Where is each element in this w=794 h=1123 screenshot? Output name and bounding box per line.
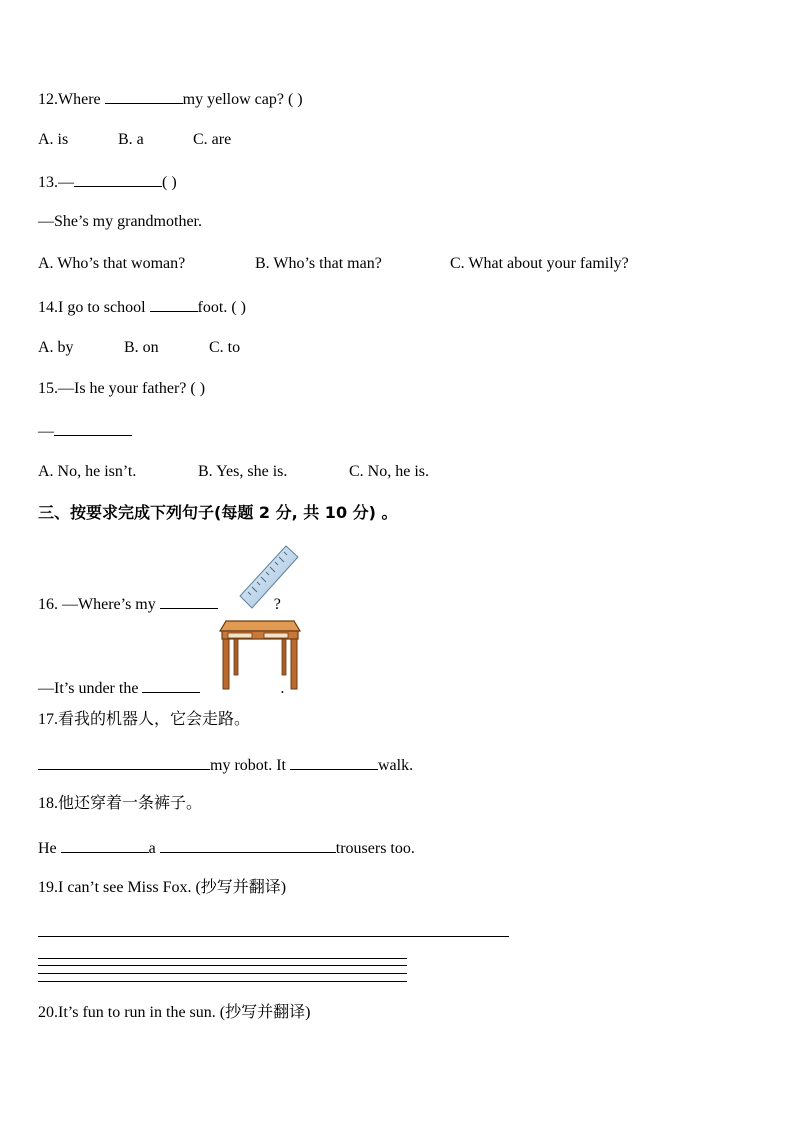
q16-answer-stem: —It’s under the: [38, 680, 143, 697]
q13-blank[interactable]: [74, 171, 162, 187]
question-14: [38, 296, 246, 318]
q15-reply: [38, 420, 132, 442]
section-heading: 三、按要求完成下列句子(每题 2 分, 共 10 分) 。: [38, 503, 398, 522]
translate-line-4[interactable]: [38, 981, 407, 982]
q15-blank[interactable]: [54, 420, 132, 436]
q15-reply-prefix: —: [38, 423, 54, 440]
q12-option-b[interactable]: B. a: [118, 131, 144, 148]
q16-blank-1[interactable]: [160, 593, 218, 609]
translate-line-2[interactable]: [38, 965, 407, 966]
q18-text-3: trousers too.: [335, 840, 415, 857]
q15-option-b[interactable]: B. Yes, she is.: [198, 463, 288, 480]
desk-icon: [218, 619, 302, 691]
q15-option-c[interactable]: C. No, he is.: [349, 463, 429, 480]
q18-blank-2[interactable]: [160, 837, 336, 853]
q17-blank-1[interactable]: [38, 754, 210, 770]
translate-line-1[interactable]: [38, 958, 407, 959]
q18-text-1: He: [38, 840, 61, 857]
q16-period: .: [280, 680, 285, 697]
q12-stem: 12.Where: [38, 91, 105, 108]
q14-stem-end: foot. ( ): [197, 299, 246, 316]
translate-line-3[interactable]: [38, 973, 407, 974]
q15-options: [38, 462, 429, 482]
q18-fill: [38, 837, 415, 859]
q13-option-b[interactable]: B. Who’s that man?: [255, 255, 382, 272]
q17-text-2: walk.: [378, 757, 414, 774]
q16-stem: 16. —Where’s my: [38, 596, 160, 613]
q14-option-b[interactable]: B. on: [124, 339, 159, 356]
q12-option-c[interactable]: C. are: [193, 131, 232, 148]
q14-stem: 14.I go to school: [38, 299, 150, 316]
q14-options: [38, 338, 240, 358]
q16-blank-2[interactable]: [142, 677, 200, 693]
q13-answer: —She’s my grandmother.: [38, 213, 202, 230]
q17-blank-2[interactable]: [290, 754, 378, 770]
q14-option-a[interactable]: A. by: [38, 339, 74, 356]
question-18: 18.他还穿着一条裤子。: [38, 795, 203, 812]
q14-blank[interactable]: [150, 296, 198, 312]
q17-fill: [38, 754, 413, 776]
q13-stem: 13.—: [38, 174, 74, 191]
question-13: [38, 171, 177, 193]
ruler-icon: [238, 544, 300, 610]
q15-option-a[interactable]: A. No, he isn’t.: [38, 463, 137, 480]
q13-options: [38, 254, 629, 274]
q12-options: [38, 130, 231, 150]
q18-text-2: a: [148, 840, 160, 857]
q17-text-1: my robot. It: [210, 757, 290, 774]
q13-option-c[interactable]: C. What about your family?: [450, 255, 629, 272]
q16-question-mark: ?: [273, 596, 281, 613]
q12-stem-end: my yellow cap? ( ): [182, 91, 303, 108]
q12-blank[interactable]: [105, 88, 183, 104]
q13-option-a[interactable]: A. Who’s that woman?: [38, 255, 186, 272]
question-19: 19.I can’t see Miss Fox. (抄写并翻译): [38, 879, 287, 896]
q13-stem-end: ( ): [162, 174, 177, 191]
question-15: 15.—Is he your father? ( ): [38, 380, 206, 397]
question-12: [38, 88, 303, 110]
question-20: 20.It’s fun to run in the sun. (抄写并翻译): [38, 1004, 311, 1021]
question-17: 17.看我的机器人，它会走路。: [38, 711, 251, 728]
q14-option-c[interactable]: C. to: [209, 339, 241, 356]
q18-blank-1[interactable]: [61, 837, 149, 853]
q12-option-a[interactable]: A. is: [38, 131, 69, 148]
copy-line[interactable]: [38, 936, 509, 937]
